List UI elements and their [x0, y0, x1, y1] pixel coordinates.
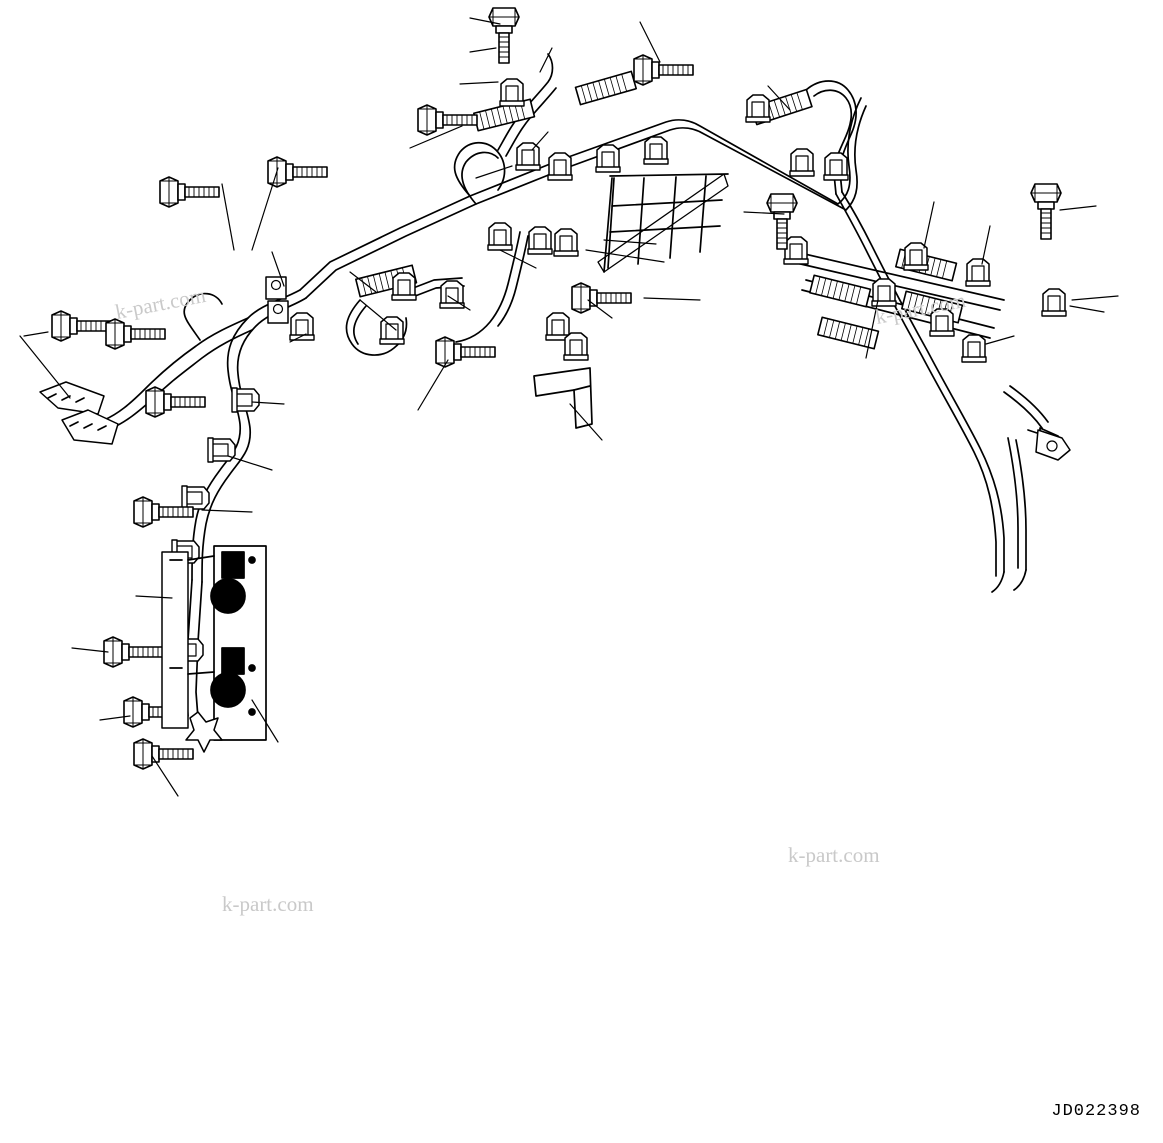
watermark: k-part.com: [113, 282, 208, 325]
drawing-number: JD022398: [1051, 1102, 1141, 1121]
watermark: k-part.com: [788, 843, 880, 867]
watermark: k-part.com: [873, 287, 968, 330]
watermark: k-part.com: [222, 892, 314, 916]
